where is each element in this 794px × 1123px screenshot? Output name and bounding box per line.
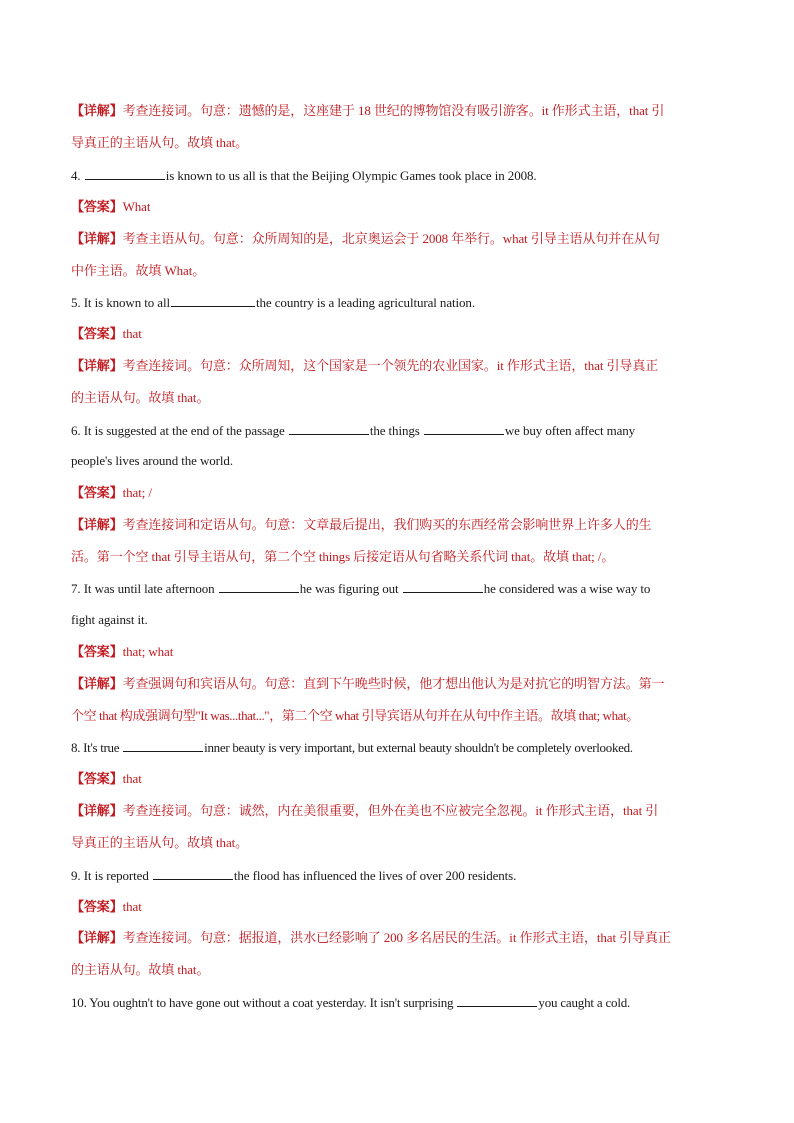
detail-tag: 【详解】	[71, 518, 123, 533]
answer-blank	[153, 865, 233, 880]
question-4	[71, 165, 731, 186]
question-text: people's lives around the world.	[71, 453, 233, 468]
answer-value: What	[122, 199, 151, 214]
detail-text: 个空 that 构成强调句型"It was...that..."，第二个空 what 引导宾语从句并在从句中作主语。故填 that; what。	[71, 708, 639, 723]
question-5	[71, 292, 731, 313]
question-text: 7. It was until late afternoon	[71, 581, 215, 596]
question-text: he considered was a wise way to	[483, 581, 651, 596]
detail-tag: 【详解】	[71, 931, 123, 946]
answer-blank	[219, 578, 299, 593]
detail-text: 考查连接词。句意：据报道，洪水已经影响了 200 多名居民的生活。it 作形式主语，that 引导真正	[122, 930, 671, 945]
question-number: 4.	[71, 168, 81, 183]
detail-9-line-1	[71, 928, 731, 949]
detail-text: 考查连接词。句意：诚然，内在美很重要，但外在美也不应被完全忽视。it 作形式主语，that 引	[122, 803, 659, 818]
detail-text: 导真正的主语从句。故填 that。	[71, 135, 249, 150]
detail-3-line-2	[71, 133, 731, 153]
detail-text: 中作主语。故填 What。	[71, 263, 206, 278]
answer-value: that	[122, 326, 142, 341]
detail-text: 考查连接词。句意：众所周知，这个国家是一个领先的农业国家。it 作形式主语，that 引导真正	[122, 358, 659, 373]
answer-9	[71, 897, 731, 918]
question-text: 8. It's true	[71, 740, 120, 755]
question-text: he was figuring out	[299, 581, 399, 596]
question-text: you caught a cold.	[538, 995, 631, 1010]
answer-blank	[123, 737, 203, 752]
answer-tag: 【答案】	[71, 486, 123, 501]
detail-3-line-1	[71, 101, 731, 122]
detail-tag: 【详解】	[71, 104, 123, 119]
detail-text: 的主语从句。故填 that。	[71, 962, 210, 977]
question-10	[71, 992, 731, 1013]
question-text: 6. It is suggested at the end of the passage	[71, 423, 285, 438]
question-text: the things	[369, 423, 420, 438]
detail-8-line-1	[71, 801, 731, 822]
detail-5-line-2	[71, 388, 731, 408]
detail-4-line-2	[71, 261, 731, 281]
answer-value: that	[122, 771, 142, 786]
detail-tag: 【详解】	[71, 677, 123, 692]
answer-4	[71, 197, 731, 218]
question-8	[71, 737, 731, 758]
answer-tag: 【答案】	[71, 900, 123, 915]
answer-value: that	[122, 899, 142, 914]
detail-tag: 【详解】	[71, 359, 123, 374]
detail-text: 考查连接词。句意：遗憾的是，这座建于 18 世纪的博物馆没有吸引游客。it 作形式主语，that 引	[122, 103, 665, 118]
detail-7-line-1	[71, 674, 731, 695]
detail-tag: 【详解】	[71, 804, 123, 819]
question-text: the flood has influenced the lives of over 200 residents.	[233, 868, 517, 883]
answer-blank	[457, 992, 537, 1007]
question-6	[71, 420, 731, 441]
question-text: the country is a leading agricultural nation.	[256, 295, 475, 310]
answer-6	[71, 483, 731, 504]
detail-7-line-2	[71, 706, 731, 726]
question-text: we buy often affect many	[504, 423, 636, 438]
answer-5	[71, 324, 731, 345]
question-6-cont	[71, 451, 731, 471]
answer-tag: 【答案】	[71, 200, 123, 215]
detail-6-line-2	[71, 547, 731, 567]
answer-8	[71, 769, 731, 790]
detail-9-line-2	[71, 960, 731, 980]
answer-blank	[403, 578, 483, 593]
answer-blank	[171, 292, 255, 307]
detail-text: 活。第一个空 that 引导主语从句，第二个空 things 后接定语从句省略关系代词 that。故填 that; /。	[71, 549, 615, 564]
detail-4-line-1	[71, 229, 731, 250]
detail-text: 的主语从句。故填 that。	[71, 390, 210, 405]
answer-value: that; /	[122, 485, 152, 500]
answer-blank	[289, 420, 369, 435]
answer-tag: 【答案】	[71, 645, 123, 660]
answer-value: that; what	[122, 644, 174, 659]
question-9	[71, 865, 731, 886]
question-text: 10. You oughtn't to have gone out without a coat yesterday. It isn't surprising	[71, 995, 454, 1010]
detail-text: 考查主语从句。句意：众所周知的是，北京奥运会于 2008 年举行。what 引导主语从句并在从句	[122, 231, 660, 246]
question-7	[71, 578, 731, 599]
answer-blank	[424, 420, 504, 435]
question-7-cont	[71, 610, 731, 630]
question-text: 9. It is reported	[71, 868, 149, 883]
detail-tag: 【详解】	[71, 232, 123, 247]
question-text: is known to us all is that the Beijing Olympic Games took place in 2008.	[165, 168, 537, 183]
detail-5-line-1	[71, 356, 731, 377]
detail-text: 导真正的主语从句。故填 that。	[71, 835, 249, 850]
answer-blank	[85, 165, 165, 180]
detail-text: 考查连接词和定语从句。句意：文章最后提出，我们购买的东西经常会影响世界上许多人的生	[122, 517, 652, 532]
detail-8-line-2	[71, 833, 731, 853]
question-text: inner beauty is very important, but external beauty shouldn't be completely overlooked.	[204, 740, 633, 755]
detail-6-line-1	[71, 515, 731, 536]
detail-text: 考查强调句和宾语从句。句意：直到下午晚些时候，他才想出他认为是对抗它的明智方法。第一	[122, 676, 665, 691]
question-text: fight against it.	[71, 612, 148, 627]
answer-tag: 【答案】	[71, 327, 123, 342]
answer-tag: 【答案】	[71, 772, 123, 787]
answer-7	[71, 642, 731, 663]
question-text: 5. It is known to all	[71, 295, 171, 310]
